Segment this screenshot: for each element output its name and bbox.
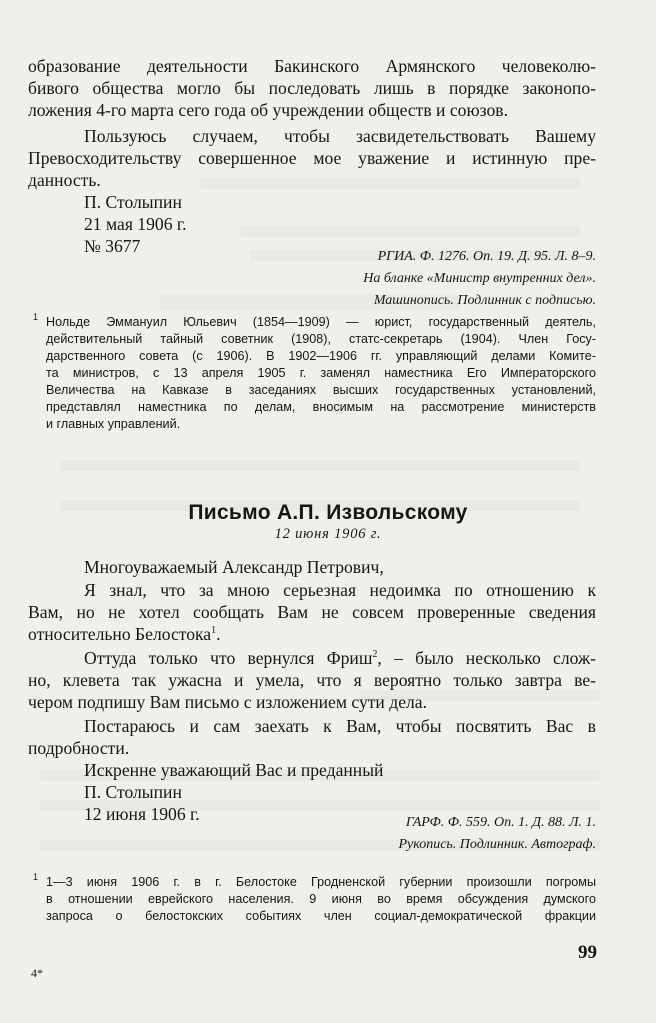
body-text-line: Вам, но не хотел сообщать Вам не совсем проверенные сведения <box>28 602 596 622</box>
show-through-line <box>60 460 580 471</box>
body-text-line: чером подпишу Вам письмо с изложением сути дела. <box>28 692 427 712</box>
signature-date: 21 мая 1906 г. <box>84 214 187 234</box>
footnote-line: представлял наместника по делам, вносимым на рассмотрение министерств <box>46 400 596 414</box>
body-text-line: Постараюсь и сам заехать к Вам, чтобы посвятить Вас в <box>84 716 596 736</box>
footnote-line: действительный тайный советник (1908), статс-секретарь (1904). Член Госу- <box>46 332 596 346</box>
letter-title: Письмо А.П. Извольскому <box>188 501 468 524</box>
footnote-line: запроса о белостокских событиях член социал-демократической фракции <box>46 909 596 923</box>
footnote-marker: 1 <box>33 312 39 322</box>
show-through-line <box>200 178 580 189</box>
body-text-line: но, клевета так ужасна и умела, что я вероятно только завтра ве- <box>28 670 596 690</box>
document-number: № 3677 <box>84 236 141 256</box>
body-text-line: Я знал, что за мною серьезная недоимка по отношению к <box>84 580 596 600</box>
footnote-line: Величества на Кавказе в заседаниях высших государственных установлений, <box>46 383 596 397</box>
page-number: 99 <box>578 942 597 963</box>
archive-blank-note: На бланке «Министр внутренних дел». <box>363 271 596 286</box>
body-text-span: Оттуда только что вернулся Фриш <box>84 648 373 668</box>
archive-reference: РГИА. Ф. 1276. Оп. 19. Д. 95. Л. 8–9. <box>377 249 596 264</box>
footnote-line: 1—3 июня 1906 г. в г. Белостоке Гродненской губернии произошли погромы <box>46 875 596 889</box>
footnote-reference: 2 <box>372 649 378 661</box>
footnote-line: Нольде Эммануил Юльевич (1854—1909) — юрист, государственный деятель, <box>46 315 596 329</box>
signature-name: П. Столыпин <box>84 192 182 212</box>
show-through-line <box>240 226 580 237</box>
body-text-line: образование деятельности Бакинского Армянского человеколю- <box>28 56 596 76</box>
archive-type-note: Машинопись. Подлинник с подписью. <box>373 293 596 308</box>
archive-type-note: Рукопись. Подлинник. Автограф. <box>398 837 596 852</box>
body-text-line: бивого общества могло бы последовать лишь в порядке законопо- <box>28 78 596 98</box>
footnote-marker: 1 <box>33 872 39 882</box>
footnote-reference: 1 <box>211 625 217 637</box>
letter-greeting: Многоуважаемый Александр Петрович, <box>84 557 384 577</box>
letter-date-line: 12 июня 1906 г. <box>274 526 382 542</box>
signature-name: П. Столыпин <box>84 782 182 802</box>
letter-closing: Искренне уважающий Вас и преданный <box>84 760 384 780</box>
body-text-line: Пользуюсь случаем, чтобы засвидетельствовать Вашему <box>84 126 596 146</box>
footnote-line: в отношении еврейского населения. 9 июня во время обсуждения думского <box>46 892 596 906</box>
footnote-line: дарственного совета (с 1906). В 1902—1906 гг. управляющий делами Комите- <box>46 349 596 363</box>
signature-date: 12 июня 1906 г. <box>84 804 200 824</box>
body-text-line: ложения 4-го марта сего года об учреждении обществ и союзов. <box>28 100 508 120</box>
body-text-line: подробности. <box>28 738 130 758</box>
body-text-span: , – было несколько слож- <box>377 648 596 668</box>
footnote-line: и главных управлений. <box>46 417 181 431</box>
body-text-line: данность. <box>28 170 101 190</box>
body-text-span: . <box>216 624 221 644</box>
printer-signature-mark: 4* <box>31 966 43 980</box>
archive-reference: ГАРФ. Ф. 559. Оп. 1. Д. 88. Л. 1. <box>405 815 596 830</box>
footnote-line: та министров, с 13 апреля 1905 г. заменял наместника Его Императорского <box>46 366 596 380</box>
body-text-span: относительно Белостока <box>28 624 212 644</box>
body-text-line: Превосходительству совершенное мое уважение и истинную пре- <box>28 148 596 168</box>
body-text-line <box>84 647 596 669</box>
body-text-line <box>28 623 221 645</box>
